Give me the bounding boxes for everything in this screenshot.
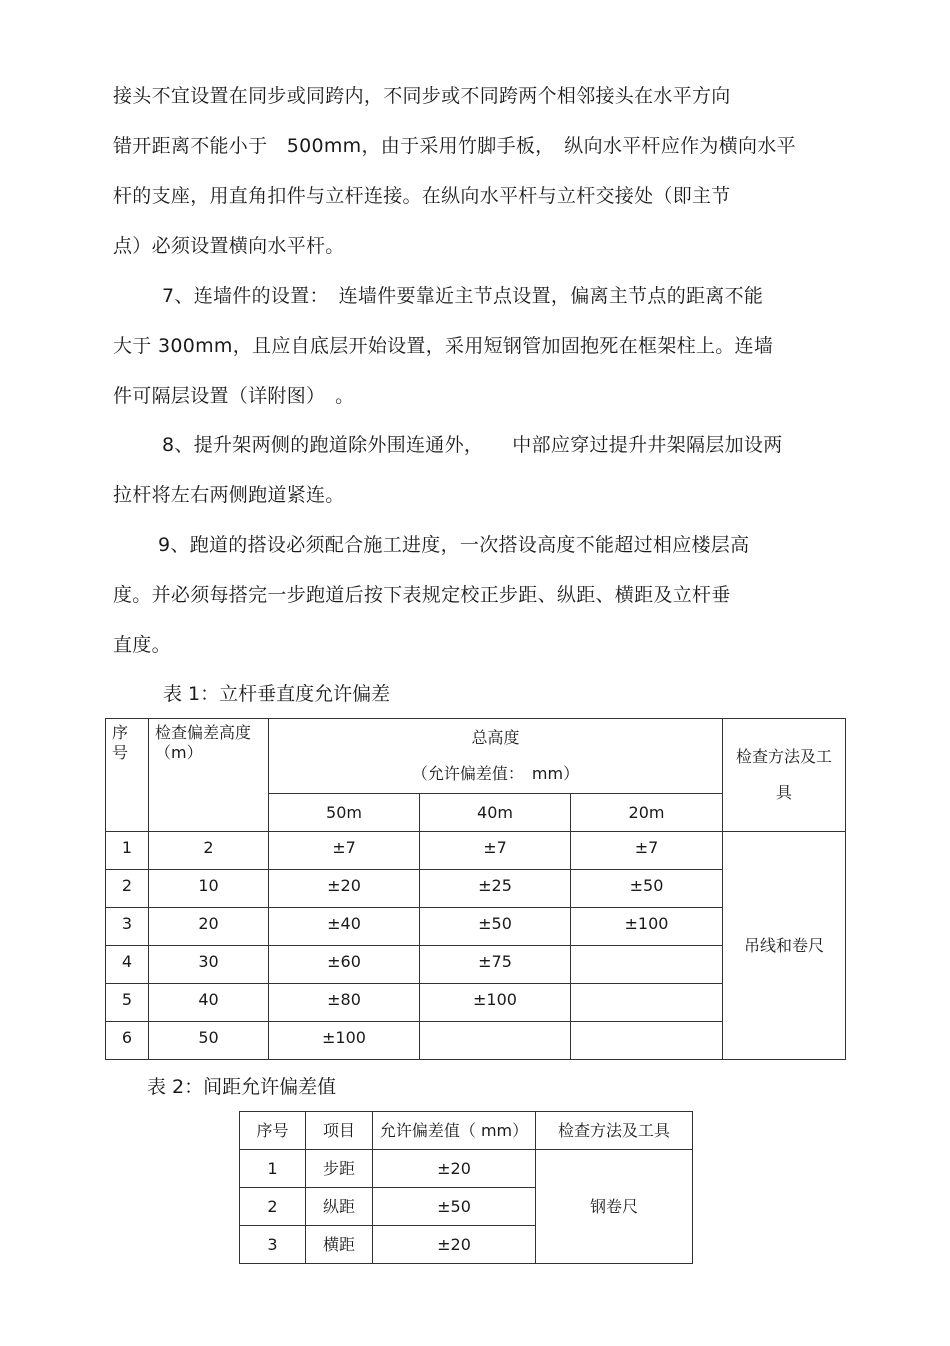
- cell-50m: ±60: [269, 946, 420, 984]
- cell-item: 纵距: [306, 1188, 373, 1226]
- text-line-5: 7、连墙件的设置： 连墙件要靠近主节点设置，偏离主节点的距离不能: [162, 285, 764, 307]
- cell-method: 钢卷尺: [536, 1150, 693, 1264]
- cell-50m: ±7: [269, 832, 420, 870]
- text-line-8: 8、提升架两侧的跑道除外围连通外， 中部应穿过提升井架隔层加设两: [162, 434, 783, 456]
- cell-20m: [571, 946, 723, 984]
- cell-no: 2: [106, 870, 149, 908]
- cell-50m: ±40: [269, 908, 420, 946]
- cell-50m: ±80: [269, 984, 420, 1022]
- table-spacing-deviation: [239, 1111, 693, 1264]
- cell-height: 2: [149, 832, 269, 870]
- text-line-2: 错开距离不能小于 500mm，由于采用竹脚手板， 纵向水平杆应作为横向水平: [113, 135, 796, 157]
- cell-method: 吊线和卷尺: [723, 832, 846, 1060]
- cell-20m: [571, 984, 723, 1022]
- cell-50m: ±20: [269, 870, 420, 908]
- cell-height: 50: [149, 1022, 269, 1060]
- text-line-6: 大于 300mm，且应自底层开始设置，采用短钢管加固抱死在框架柱上。连墙: [113, 335, 774, 357]
- cell-no: 1: [240, 1150, 306, 1188]
- text-line-9: 拉杆将左右两侧跑道紧连。: [113, 484, 345, 506]
- cell-item: 步距: [306, 1150, 373, 1188]
- cell-no: 5: [106, 984, 149, 1022]
- cell-no: 6: [106, 1022, 149, 1060]
- cell-no: 2: [240, 1188, 306, 1226]
- header-method: 检查方法及工具: [536, 1112, 693, 1150]
- text-line-11: 度。并必须每搭完一步跑道后按下表规定校正步距、纵距、横距及立杆垂: [113, 584, 731, 606]
- cell-no: 4: [106, 946, 149, 984]
- cell-no: 3: [106, 908, 149, 946]
- subheader-40m: 40m: [420, 794, 571, 832]
- cell-40m: ±100: [420, 984, 571, 1022]
- cell-40m: ±50: [420, 908, 571, 946]
- cell-no: 3: [240, 1226, 306, 1264]
- text-line-7: 件可隔层设置（详附图） 。: [113, 385, 355, 407]
- cell-40m: ±75: [420, 946, 571, 984]
- cell-20m: ±50: [571, 870, 723, 908]
- cell-height: 10: [149, 870, 269, 908]
- text-line-12: 直度。: [113, 634, 171, 656]
- cell-deviation: ±20: [373, 1150, 536, 1188]
- cell-20m: ±100: [571, 908, 723, 946]
- text-line-1: 接头不宜设置在同步或同跨内，不同步或不同跨两个相邻接头在水平方向: [113, 85, 731, 107]
- cell-50m: ±100: [269, 1022, 420, 1060]
- subheader-20m: 20m: [571, 794, 723, 832]
- table1-caption: 表 1：立杆垂直度允许偏差: [163, 683, 391, 705]
- cell-20m: [571, 1022, 723, 1060]
- cell-no: 1: [106, 832, 149, 870]
- cell-40m: [420, 1022, 571, 1060]
- cell-40m: ±7: [420, 832, 571, 870]
- table2-caption: 表 2：间距允许偏差值: [147, 1076, 337, 1098]
- text-line-10: 9、跑道的搭设必须配合施工进度，一次搭设高度不能超过相应楼层高: [158, 534, 750, 556]
- header-method: 检查方法及工具: [723, 719, 846, 832]
- header-item: 项目: [306, 1112, 373, 1150]
- cell-deviation: ±50: [373, 1188, 536, 1226]
- header-deviation-height: 检查偏差高度（m）: [149, 719, 269, 832]
- table-vertical-deviation: [105, 718, 846, 1060]
- cell-item: 横距: [306, 1226, 373, 1264]
- cell-40m: ±25: [420, 870, 571, 908]
- cell-height: 30: [149, 946, 269, 984]
- text-line-3: 杆的支座，用直角扣件与立杆连接。在纵向水平杆与立杆交接处（即主节: [113, 185, 731, 207]
- header-total-title: 总高度: [471, 728, 520, 747]
- header-no: 序号: [106, 719, 149, 832]
- table-row: [240, 1150, 693, 1188]
- table-row: [106, 832, 846, 870]
- header-allowed-deviation: 允许偏差值（ mm）: [373, 1112, 536, 1150]
- cell-20m: ±7: [571, 832, 723, 870]
- cell-deviation: ±20: [373, 1226, 536, 1264]
- cell-height: 40: [149, 984, 269, 1022]
- header-total-unit: （允许偏差值： mm）: [411, 764, 580, 783]
- header-no: 序号: [240, 1112, 306, 1150]
- subheader-50m: 50m: [269, 794, 420, 832]
- text-line-4: 点）必须设置横向水平杆。: [113, 235, 345, 257]
- header-total-height: [269, 719, 723, 794]
- cell-height: 20: [149, 908, 269, 946]
